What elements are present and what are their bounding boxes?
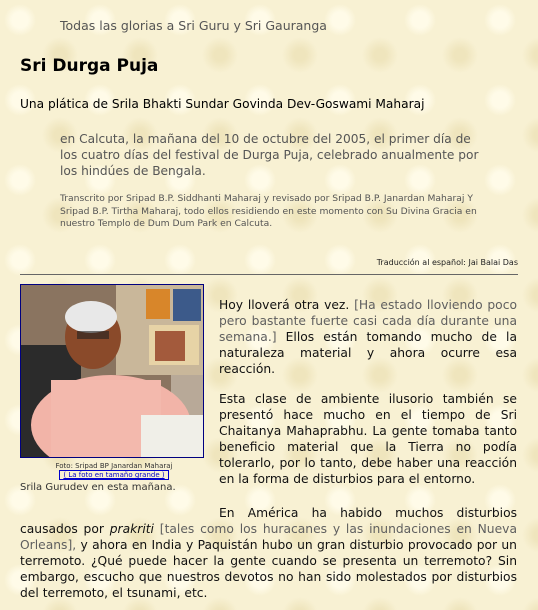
paragraph-3 bbox=[20, 505, 517, 601]
gurudev-photo[interactable] bbox=[20, 284, 204, 458]
divider bbox=[20, 274, 518, 275]
photo-caption: Srila Gurudev en esta mañana. bbox=[20, 482, 176, 493]
translation-credit: Traducción al español: Jai Balai Das bbox=[376, 258, 518, 267]
photo-credit-text: Foto: Sripad BP Janardan Maharaj bbox=[55, 462, 173, 470]
paragraph-1 bbox=[219, 297, 517, 377]
photo-illustration bbox=[21, 285, 204, 458]
salutation: Todas las glorias a Sri Guru y Sri Gauranga bbox=[60, 18, 327, 33]
paragraph-3-text: En América ha habido muchos disturbios causados por bbox=[20, 506, 517, 536]
context-paragraph: en Calcuta, la mañana del 10 de octubre del 2005, el primer día de los cuatro días del festival de Durga Puja, celebrado anualmente por los hindúes de Bengala. bbox=[60, 132, 479, 178]
article-body-right bbox=[219, 297, 517, 501]
page-subtitle: Una plática de Srila Bhakti Sundar Govinda Dev-Goswami Maharaj bbox=[20, 97, 425, 111]
large-photo-link[interactable]: ( La foto en tamaño grande ) bbox=[59, 470, 168, 480]
page-title: Sri Durga Puja bbox=[20, 56, 159, 76]
paragraph-3-note: [tales como los huracanes y las inundaciones en Nueva Orleans], bbox=[20, 522, 517, 552]
paragraph-1-text: Hoy lloverá otra vez. bbox=[219, 298, 350, 312]
paragraph-1-note: [Ha estado lloviendo poco pero bastante fuerte casi cada día durante una semana.] bbox=[219, 298, 517, 344]
photo-credit bbox=[22, 462, 206, 480]
paragraph-3-term: prakriti bbox=[109, 522, 154, 536]
paragraph-1-text-cont: Ellos están tomando mucho de la naturaleza material y ahora ocurre esa reacción. bbox=[219, 330, 517, 376]
paragraph-3-text-cont: y ahora en India y Paquistán hubo un gran disturbio provocado por un terremoto. ¿Qué puede hacer la gente cuando se presenta un terremoto? Sin embargo, escucho que nuestros devotos no han sido molestados por disturbios del terremoto, el tsunami, etc. bbox=[20, 538, 517, 600]
paragraph-2: Esta clase de ambiente ilusorio también se presentó hace mucho en el tiempo de Sri Chaitanya Mahaprabhu. La gente tomaba tanto beneficio material que la Tierra no podía tolerarlo, por lo tanto, debe haber una reacción en la forma de disturbios para el entorno. bbox=[219, 392, 517, 486]
transcription-credit: Transcrito por Sripad B.P. Siddhanti Maharaj y revisado por Sripad B.P. Janardan Maharaj Y Sripad B.P. Tirtha Maharaj, todo ellos residiendo en este momento con Su Divina Gracia en nuestro Templo de Dum Dum Park en Calcuta. bbox=[60, 193, 477, 229]
